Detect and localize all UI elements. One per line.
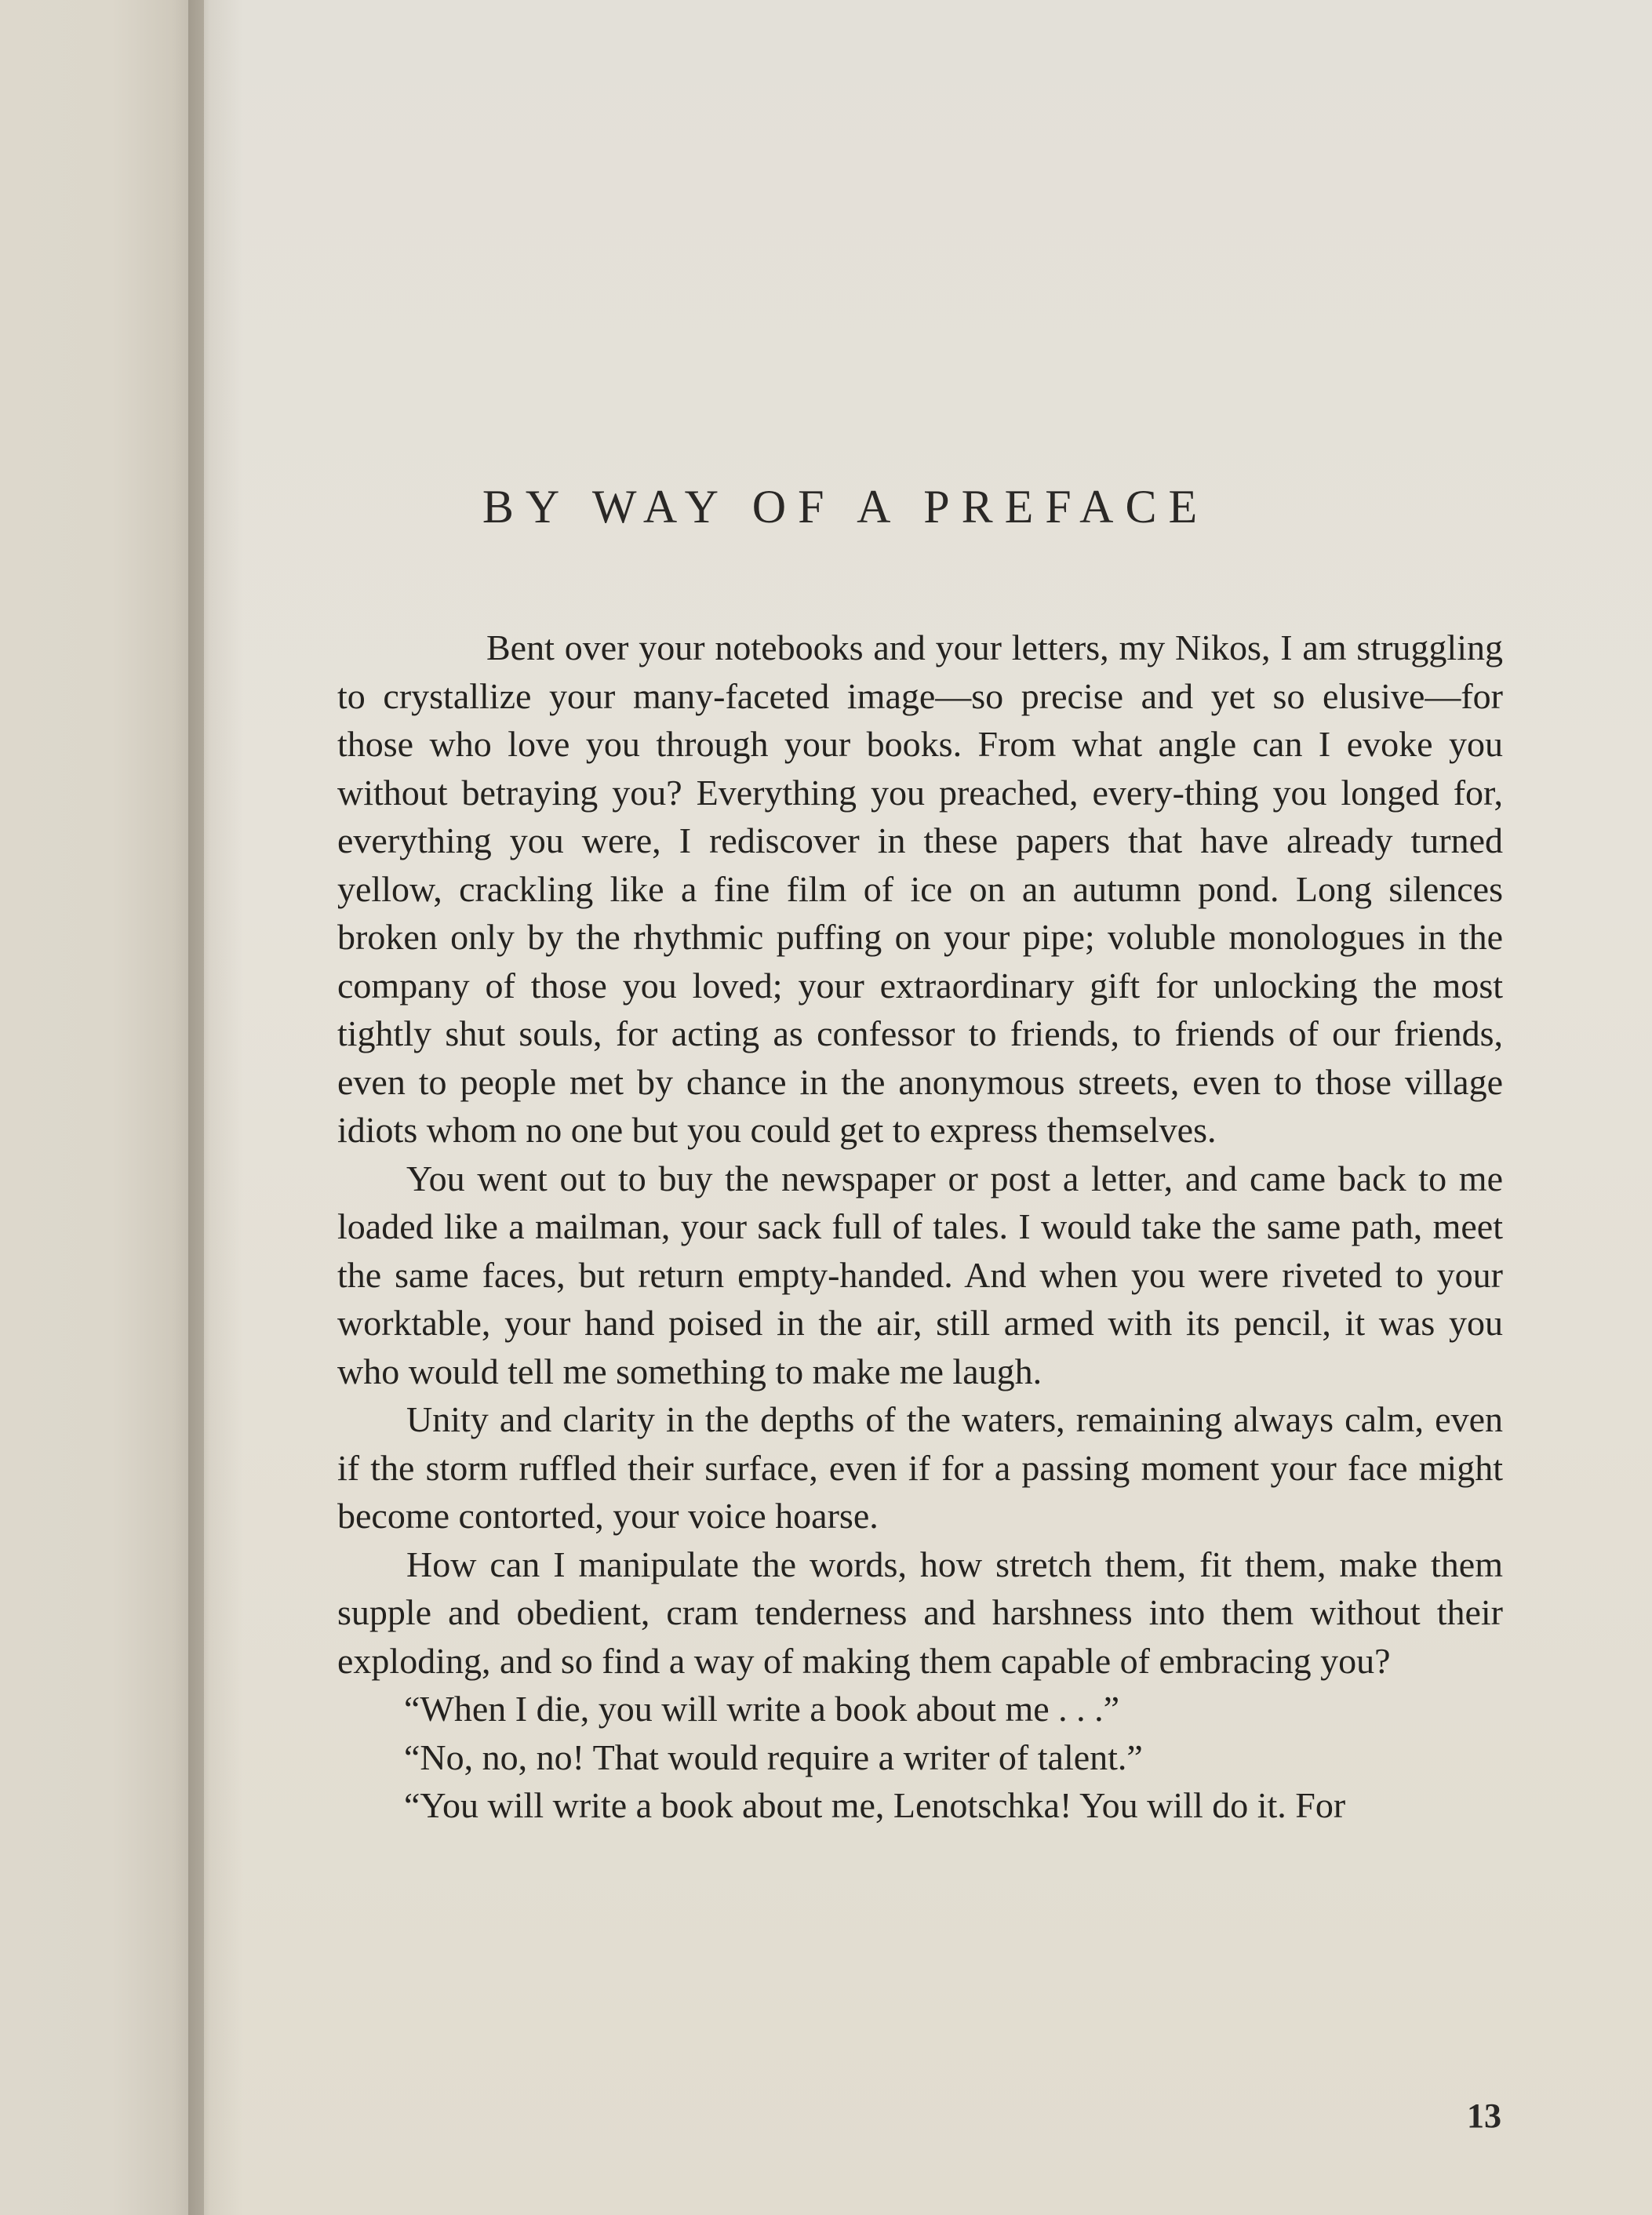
dialogue-line: “When I die, you will write a book about me . . .”: [404, 1689, 1120, 1729]
book-gutter: [188, 0, 243, 2215]
paragraph: Bent over your notebooks and your letters, my Nikos, I am struggling to crystallize your many-faceted image—so precise and yet so elusive—for those who love you through your books. From what angle can I evoke you without betraying you? Everything you preached, every-thing you longed for, everything you were, I rediscover in these papers that have already turned yellow, crackling like a fine film of ice on an autumn pond. Long silences broken only by the rhythmic puffing on your pipe; voluble monologues in the company of those you loved; your extraordinary gift for unlocking the most tightly shut souls, for acting as confessor to friends, to friends of our friends, even to people met by chance in the anonymous streets, even to those village idiots whom no one but you could get to express themselves.: [337, 627, 1503, 1150]
dialogue-line: “No, no, no! That would require a writer of talent.”: [404, 1737, 1143, 1777]
paragraph: Unity and clarity in the depths of the waters, remaining always calm, even if the storm ruffled their surface, even if for a passing moment your face might become contorted, your voice hoarse.: [337, 1399, 1503, 1536]
paragraph: How can I manipulate the words, how stretch them, fit them, make them supple and obedient, cram tenderness and harshness into them without their exploding, and so find a way of making them capable of embracing you?: [337, 1544, 1503, 1681]
chapter-title: BY WAY OF A PREFACE: [482, 481, 1210, 533]
dialogue-line: “You will write a book about me, Lenotschka! You will do it. For: [404, 1785, 1346, 1825]
page-number: 13: [1467, 2097, 1501, 2135]
facing-page: [0, 0, 204, 2215]
preface-body: [337, 624, 1503, 1830]
paragraph: You went out to buy the newspaper or post a letter, and came back to me loaded like a mailman, your sack full of tales. I would take the same path, meet the same faces, but return empty-handed. And when you were riveted to your worktable, your hand poised in the air, still armed with its pencil, it was you who would tell me something to make me laugh.: [337, 1158, 1503, 1391]
